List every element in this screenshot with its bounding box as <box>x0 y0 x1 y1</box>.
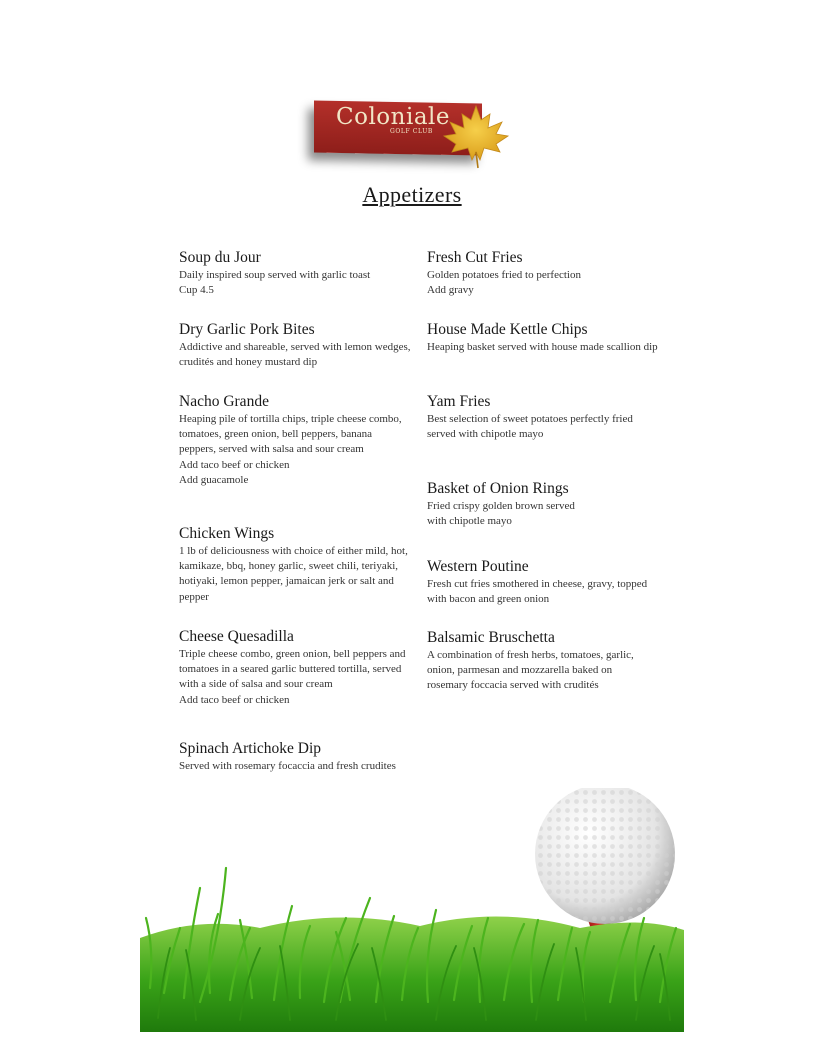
item-name: Cheese Quesadilla <box>179 628 294 645</box>
menu-item-spinach-dip <box>179 739 411 774</box>
menu-item-pork-bites <box>179 320 411 370</box>
page-title: Appetizers <box>362 182 462 207</box>
item-line: Heaping pile of tortilla chips, triple cheese combo, tomatoes, green onion, bell peppers, banana peppers, served with salsa and sour cream <box>179 413 402 456</box>
menu-item-nachos <box>179 392 411 488</box>
item-line: Served with rosemary focaccia and fresh crudites <box>179 760 396 772</box>
item-line: Add taco beef or chicken <box>179 458 290 471</box>
item-line: Triple cheese combo, green onion, bell peppers and tomatoes in a seared garlic buttered tortilla, served with a side of salsa and sour cream <box>179 648 406 691</box>
maple-leaf-icon <box>440 102 512 170</box>
item-name: Fresh Cut Fries <box>427 249 523 266</box>
menu-item-poutine <box>427 557 649 607</box>
item-name: Dry Garlic Pork Bites <box>179 321 315 338</box>
item-name: Western Poutine <box>427 558 529 575</box>
item-line: Fried crispy golden brown served <box>427 500 575 512</box>
item-line: Daily inspired soup served with garlic toast <box>179 269 371 281</box>
logo-name: Coloniale <box>336 104 450 130</box>
item-line: A combination of fresh herbs, tomatoes, garlic, onion, parmesan and mozzarella baked on rosemary foccacia served with crudités <box>427 649 634 692</box>
logo-subtitle: GOLF CLUB <box>390 128 433 135</box>
menu-item-kettle-chips <box>427 320 659 355</box>
item-name: Nacho Grande <box>179 393 269 410</box>
item-name: Soup du Jour <box>179 249 261 266</box>
menu-item-wings <box>179 524 413 605</box>
item-line: Fresh cut fries smothered in cheese, gravy, topped with bacon and green onion <box>427 578 648 606</box>
item-line: with chipotle mayo <box>427 515 512 528</box>
item-name: Balsamic Bruschetta <box>427 629 555 646</box>
item-line: Best selection of sweet potatoes perfectly fried served with chipotle mayo <box>427 413 633 441</box>
item-line: Golden potatoes fried to perfection <box>427 269 581 281</box>
item-name: Chicken Wings <box>179 525 275 542</box>
item-line: Add gravy <box>427 284 474 297</box>
item-line: Add guacamole <box>179 473 249 486</box>
grass <box>140 916 684 1032</box>
item-name: House Made Kettle Chips <box>427 321 588 338</box>
item-line: 1 lb of deliciousness with choice of either mild, hot, kamikaze, bbq, honey garlic, sweet chili, teriyaki, hotiyaki, lemon pepper, jamaican jerk or salt and pepper <box>179 545 408 603</box>
item-line: Heaping basket served with house made scallion dip <box>427 341 658 353</box>
menu-item-quesadilla <box>179 627 411 708</box>
item-line: Addictive and shareable, served with lemon wedges, crudités and honey mustard dip <box>179 341 411 369</box>
club-logo <box>296 96 518 176</box>
golf-ball-grass-illustration <box>140 788 684 1032</box>
menu-item-onion-rings <box>427 479 659 529</box>
item-name: Yam Fries <box>427 393 491 410</box>
menu-item-soup <box>179 248 411 298</box>
item-line: Add taco beef or chicken <box>179 693 290 706</box>
menu-item-bruschetta <box>427 628 637 694</box>
menu-item-fries <box>427 248 659 298</box>
item-name: Basket of Onion Rings <box>427 480 569 497</box>
item-line: Cup 4.5 <box>179 284 214 297</box>
menu-item-yam-fries <box>427 392 659 442</box>
item-name: Spinach Artichoke Dip <box>179 740 322 757</box>
